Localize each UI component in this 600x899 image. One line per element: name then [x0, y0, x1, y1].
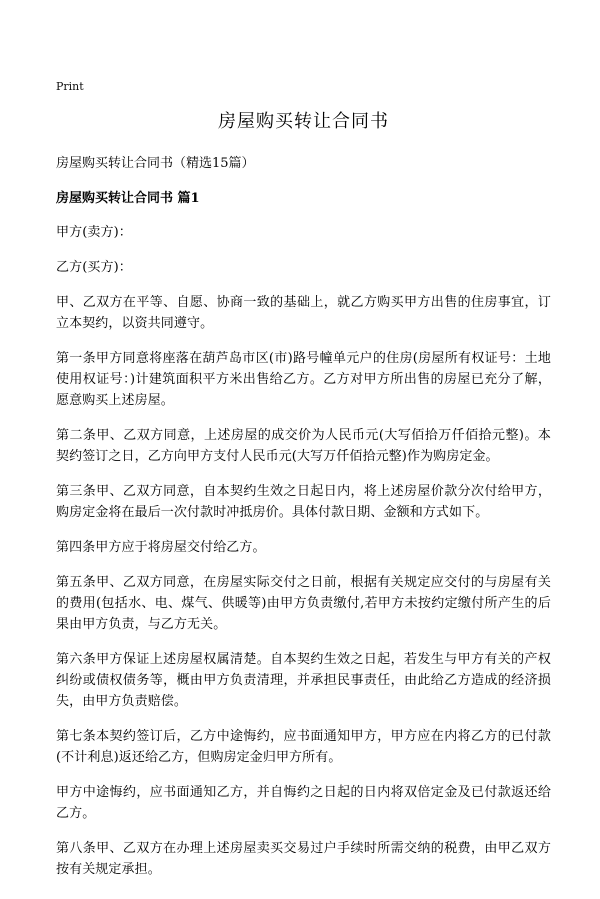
party-a-line: 甲方(卖方)：	[56, 225, 132, 240]
article-3-paragraph: 第三条甲、乙双方同意，自本契约生效之日起日内，将上述房屋价款分次付给甲方，购房定金将在最后一次付款时冲抵房价。具体付款日期、金额和方式如下。	[56, 484, 551, 520]
article-2-paragraph: 第二条甲、乙双方同意，上述房屋的成交价为人民币元(大写佰拾万仟佰拾元整)。本契约签订之日，乙方向甲方支付人民币元(大写万仟佰拾元整)作为购房定金。	[56, 428, 551, 464]
document-page	[56, 80, 551, 894]
party-a-breach-paragraph: 甲方中途悔约，应书面通知乙方，并自悔约之日起的日内将双倍定金及已付款返还给乙方。	[56, 785, 551, 821]
print-label: Print	[56, 80, 84, 93]
article-4-paragraph: 第四条甲方应于将房屋交付给乙方。	[56, 540, 266, 555]
document-subtitle: 房屋购买转让合同书（精选15篇）	[56, 156, 255, 171]
preamble-paragraph: 甲、乙双方在平等、自愿、协商一致的基础上，就乙方购买甲方出售的住房事宜，订立本契约，以资共同遵守。	[56, 295, 551, 331]
article-8-paragraph: 第八条甲、乙双方在办理上述房屋卖买交易过户手续时所需交纳的税费，由甲乙双方按有关规定承担。	[56, 841, 551, 877]
section-heading: 房屋购买转让合同书 篇1	[56, 191, 200, 206]
document-title: 房屋购买转让合同书	[218, 111, 389, 132]
article-1-paragraph: 第一条甲方同意将座落在葫芦岛市区(市)路号幢单元户的住房(房屋所有权证号：土地使用权证号：)计建筑面积平方米出售给乙方。乙方对甲方所出售的房屋已充分了解，愿意购买上述房屋。	[56, 351, 551, 408]
article-7-paragraph: 第七条本契约签订后，乙方中途悔约，应书面通知甲方，甲方应在内将乙方的已付款(不计利息)返还给乙方，但购房定金归甲方所有。	[56, 729, 551, 765]
article-6-paragraph: 第六条甲方保证上述房屋权属清楚。自本契约生效之日起，若发生与甲方有关的产权纠纷或债权债务等，概由甲方负责清理，并承担民事责任，由此给乙方造成的经济损失，由甲方负责赔偿。	[56, 652, 551, 709]
article-5-paragraph: 第五条甲、乙双方同意，在房屋实际交付之日前，根据有关规定应交付的与房屋有关的费用(包括水、电、煤气、供暖等)由甲方负责缴付,若甲方未按约定缴付所产生的后果由甲方负责，与乙方无关。	[56, 575, 551, 632]
party-b-line: 乙方(买方)：	[56, 260, 132, 275]
